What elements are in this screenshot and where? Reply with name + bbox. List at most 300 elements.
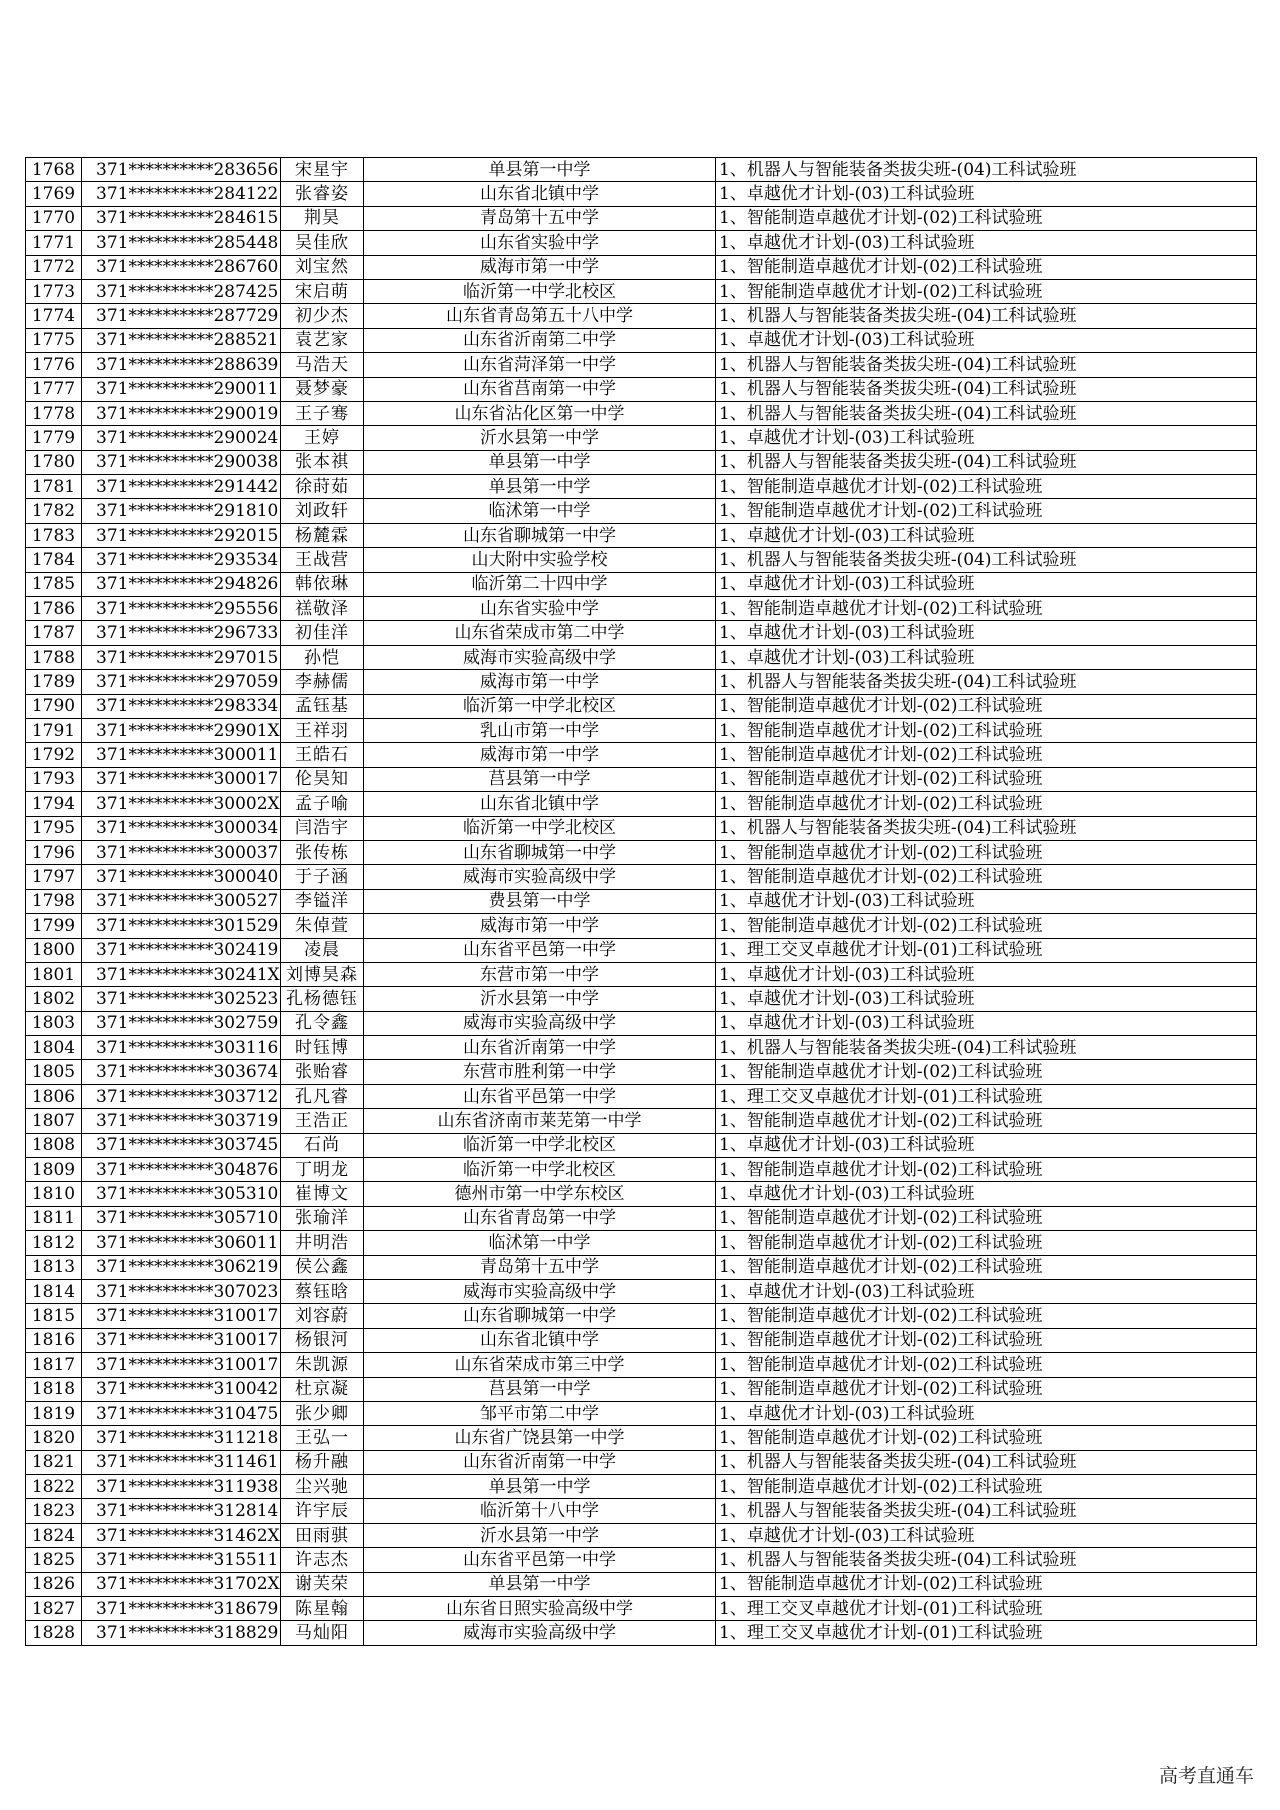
- id-number-cell: 371**********302523: [82, 987, 281, 1011]
- school-name-cell: 单县第一中学: [364, 158, 716, 182]
- table-row: [26, 1109, 1257, 1133]
- student-name-cell: 刘政轩: [281, 499, 364, 523]
- school-name-cell: 山东省济南市莱芜第一中学: [364, 1109, 716, 1133]
- table-row: [26, 572, 1257, 596]
- program-name-cell: 1、卓越优才计划-(03)工科试验班: [716, 1523, 1257, 1547]
- id-number-cell: 371**********303719: [82, 1109, 281, 1133]
- row-number-cell: 1776: [26, 353, 82, 377]
- student-name-cell: 张传栋: [281, 840, 364, 864]
- school-name-cell: 东营市第一中学: [364, 962, 716, 986]
- table-row: [26, 1401, 1257, 1425]
- id-number-cell: 371**********304876: [82, 1158, 281, 1182]
- row-number-cell: 1816: [26, 1328, 82, 1352]
- student-name-cell: 吴佳欣: [281, 231, 364, 255]
- id-number-cell: 371**********311218: [82, 1426, 281, 1450]
- row-number-cell: 1802: [26, 987, 82, 1011]
- student-name-cell: 刘宝然: [281, 255, 364, 279]
- program-name-cell: 1、卓越优才计划-(03)工科试验班: [716, 1279, 1257, 1303]
- row-number-cell: 1772: [26, 255, 82, 279]
- table-row: [26, 1133, 1257, 1157]
- school-name-cell: 山东省平邑第一中学: [364, 1084, 716, 1108]
- id-number-cell: 371**********290011: [82, 377, 281, 401]
- student-name-cell: 聂梦豪: [281, 377, 364, 401]
- table-row: [26, 1255, 1257, 1279]
- table-row: [26, 1158, 1257, 1182]
- student-name-cell: 王皓石: [281, 743, 364, 767]
- school-name-cell: 德州市第一中学东校区: [364, 1182, 716, 1206]
- table-row: [26, 1572, 1257, 1596]
- row-number-cell: 1782: [26, 499, 82, 523]
- school-name-cell: 山东省北镇中学: [364, 182, 716, 206]
- row-number-cell: 1787: [26, 621, 82, 645]
- table-row: [26, 1036, 1257, 1060]
- program-name-cell: 1、智能制造卓越优才计划-(02)工科试验班: [716, 1572, 1257, 1596]
- row-number-cell: 1814: [26, 1279, 82, 1303]
- school-name-cell: 单县第一中学: [364, 1572, 716, 1596]
- school-name-cell: 东营市胜利第一中学: [364, 1060, 716, 1084]
- program-name-cell: 1、智能制造卓越优才计划-(02)工科试验班: [716, 255, 1257, 279]
- school-name-cell: 单县第一中学: [364, 475, 716, 499]
- table-row: [26, 987, 1257, 1011]
- student-name-cell: 凌晨: [281, 938, 364, 962]
- student-name-cell: 于子涵: [281, 865, 364, 889]
- id-number-cell: 371**********292015: [82, 523, 281, 547]
- school-name-cell: 威海市实验高级中学: [364, 865, 716, 889]
- school-name-cell: 莒县第一中学: [364, 1377, 716, 1401]
- school-name-cell: 临沂第一中学北校区: [364, 816, 716, 840]
- school-name-cell: 山东省菏泽第一中学: [364, 353, 716, 377]
- student-name-cell: 张本祺: [281, 450, 364, 474]
- program-name-cell: 1、卓越优才计划-(03)工科试验班: [716, 889, 1257, 913]
- school-name-cell: 威海市实验高级中学: [364, 1279, 716, 1303]
- school-name-cell: 山东省北镇中学: [364, 792, 716, 816]
- table-row: [26, 694, 1257, 718]
- program-name-cell: 1、卓越优才计划-(03)工科试验班: [716, 572, 1257, 596]
- student-name-cell: 孙恺: [281, 645, 364, 669]
- row-number-cell: 1792: [26, 743, 82, 767]
- id-number-cell: 371**********296733: [82, 621, 281, 645]
- row-number-cell: 1804: [26, 1036, 82, 1060]
- row-number-cell: 1828: [26, 1621, 82, 1645]
- student-name-cell: 韩依琳: [281, 572, 364, 596]
- table-row: [26, 670, 1257, 694]
- school-name-cell: 山东省沂南第一中学: [364, 1450, 716, 1474]
- id-number-cell: 371**********291810: [82, 499, 281, 523]
- row-number-cell: 1786: [26, 597, 82, 621]
- school-name-cell: 临沂第一中学北校区: [364, 1158, 716, 1182]
- student-name-cell: 孟钰基: [281, 694, 364, 718]
- student-name-cell: 禚敬泽: [281, 597, 364, 621]
- table-row: [26, 1353, 1257, 1377]
- table-row: [26, 816, 1257, 840]
- school-name-cell: 青岛第十五中学: [364, 1255, 716, 1279]
- program-name-cell: 1、机器人与智能装备类拔尖班-(04)工科试验班: [716, 1450, 1257, 1474]
- student-name-cell: 杜京凝: [281, 1377, 364, 1401]
- student-name-cell: 马浩天: [281, 353, 364, 377]
- student-name-cell: 伦昊知: [281, 767, 364, 791]
- student-name-cell: 张贻睿: [281, 1060, 364, 1084]
- row-number-cell: 1799: [26, 914, 82, 938]
- table-row: [26, 475, 1257, 499]
- row-number-cell: 1820: [26, 1426, 82, 1450]
- school-name-cell: 山东省莒南第一中学: [364, 377, 716, 401]
- program-name-cell: 1、智能制造卓越优才计划-(02)工科试验班: [716, 743, 1257, 767]
- student-name-cell: 蔡钰晗: [281, 1279, 364, 1303]
- program-name-cell: 1、卓越优才计划-(03)工科试验班: [716, 621, 1257, 645]
- admission-table-body: [26, 158, 1257, 1646]
- row-number-cell: 1801: [26, 962, 82, 986]
- table-row: [26, 450, 1257, 474]
- program-name-cell: 1、智能制造卓越优才计划-(02)工科试验班: [716, 1158, 1257, 1182]
- table-row: [26, 914, 1257, 938]
- id-number-cell: 371**********284122: [82, 182, 281, 206]
- school-name-cell: 威海市第一中学: [364, 914, 716, 938]
- table-row: [26, 767, 1257, 791]
- school-name-cell: 威海市实验高级中学: [364, 1621, 716, 1645]
- school-name-cell: 沂水县第一中学: [364, 426, 716, 450]
- table-row: [26, 621, 1257, 645]
- row-number-cell: 1807: [26, 1109, 82, 1133]
- program-name-cell: 1、智能制造卓越优才计划-(02)工科试验班: [716, 694, 1257, 718]
- student-name-cell: 陈星翰: [281, 1597, 364, 1621]
- row-number-cell: 1800: [26, 938, 82, 962]
- table-row: [26, 377, 1257, 401]
- table-row: [26, 597, 1257, 621]
- id-number-cell: 371**********310017: [82, 1353, 281, 1377]
- student-name-cell: 王祥羽: [281, 718, 364, 742]
- id-number-cell: 371**********288639: [82, 353, 281, 377]
- id-number-cell: 371**********306219: [82, 1255, 281, 1279]
- program-name-cell: 1、智能制造卓越优才计划-(02)工科试验班: [716, 1353, 1257, 1377]
- program-name-cell: 1、卓越优才计划-(03)工科试验班: [716, 1011, 1257, 1035]
- table-row: [26, 718, 1257, 742]
- table-row: [26, 792, 1257, 816]
- student-name-cell: 李镒洋: [281, 889, 364, 913]
- school-name-cell: 临沭第一中学: [364, 1231, 716, 1255]
- program-name-cell: 1、智能制造卓越优才计划-(02)工科试验班: [716, 279, 1257, 303]
- school-name-cell: 山东省青岛第五十八中学: [364, 304, 716, 328]
- row-number-cell: 1803: [26, 1011, 82, 1035]
- school-name-cell: 山东省聊城第一中学: [364, 1304, 716, 1328]
- student-name-cell: 王婷: [281, 426, 364, 450]
- row-number-cell: 1818: [26, 1377, 82, 1401]
- school-name-cell: 山东省实验中学: [364, 231, 716, 255]
- table-row: [26, 548, 1257, 572]
- program-name-cell: 1、机器人与智能装备类拔尖班-(04)工科试验班: [716, 377, 1257, 401]
- id-number-cell: 371**********297015: [82, 645, 281, 669]
- id-number-cell: 371**********284615: [82, 206, 281, 230]
- row-number-cell: 1777: [26, 377, 82, 401]
- program-name-cell: 1、卓越优才计划-(03)工科试验班: [716, 182, 1257, 206]
- row-number-cell: 1805: [26, 1060, 82, 1084]
- id-number-cell: 371**********310017: [82, 1328, 281, 1352]
- program-name-cell: 1、机器人与智能装备类拔尖班-(04)工科试验班: [716, 548, 1257, 572]
- school-name-cell: 威海市第一中学: [364, 255, 716, 279]
- program-name-cell: 1、智能制造卓越优才计划-(02)工科试验班: [716, 475, 1257, 499]
- student-name-cell: 侯公鑫: [281, 1255, 364, 1279]
- id-number-cell: 371**********303712: [82, 1084, 281, 1108]
- row-number-cell: 1781: [26, 475, 82, 499]
- student-name-cell: 杨麓霖: [281, 523, 364, 547]
- id-number-cell: 371**********305310: [82, 1182, 281, 1206]
- student-name-cell: 张少卿: [281, 1401, 364, 1425]
- student-name-cell: 徐莳茹: [281, 475, 364, 499]
- program-name-cell: 1、机器人与智能装备类拔尖班-(04)工科试验班: [716, 670, 1257, 694]
- school-name-cell: 威海市实验高级中学: [364, 645, 716, 669]
- program-name-cell: 1、卓越优才计划-(03)工科试验班: [716, 987, 1257, 1011]
- student-name-cell: 李赫儒: [281, 670, 364, 694]
- school-name-cell: 青岛第十五中学: [364, 206, 716, 230]
- table-row: [26, 1450, 1257, 1474]
- school-name-cell: 山东省沾化区第一中学: [364, 401, 716, 425]
- row-number-cell: 1773: [26, 279, 82, 303]
- table-row: [26, 1231, 1257, 1255]
- school-name-cell: 临沭第一中学: [364, 499, 716, 523]
- row-number-cell: 1785: [26, 572, 82, 596]
- table-row: [26, 158, 1257, 182]
- table-row: [26, 206, 1257, 230]
- row-number-cell: 1824: [26, 1523, 82, 1547]
- program-name-cell: 1、卓越优才计划-(03)工科试验班: [716, 426, 1257, 450]
- row-number-cell: 1784: [26, 548, 82, 572]
- table-row: [26, 1328, 1257, 1352]
- student-name-cell: 尘兴驰: [281, 1475, 364, 1499]
- school-name-cell: 临沂第一中学北校区: [364, 279, 716, 303]
- row-number-cell: 1821: [26, 1450, 82, 1474]
- student-name-cell: 孔凡睿: [281, 1084, 364, 1108]
- id-number-cell: 371**********310042: [82, 1377, 281, 1401]
- id-number-cell: 371**********288521: [82, 328, 281, 352]
- table-row: [26, 182, 1257, 206]
- student-name-cell: 朱倬萱: [281, 914, 364, 938]
- id-number-cell: 371**********31462X: [82, 1523, 281, 1547]
- table-row: [26, 304, 1257, 328]
- table-row: [26, 1206, 1257, 1230]
- table-row: [26, 1084, 1257, 1108]
- program-name-cell: 1、机器人与智能装备类拔尖班-(04)工科试验班: [716, 353, 1257, 377]
- row-number-cell: 1825: [26, 1548, 82, 1572]
- admission-table: [25, 157, 1257, 1646]
- row-number-cell: 1780: [26, 450, 82, 474]
- program-name-cell: 1、机器人与智能装备类拔尖班-(04)工科试验班: [716, 1548, 1257, 1572]
- student-name-cell: 马灿阳: [281, 1621, 364, 1645]
- row-number-cell: 1826: [26, 1572, 82, 1596]
- program-name-cell: 1、智能制造卓越优才计划-(02)工科试验班: [716, 792, 1257, 816]
- id-number-cell: 371**********300011: [82, 743, 281, 767]
- student-name-cell: 孔令鑫: [281, 1011, 364, 1035]
- id-number-cell: 371**********303116: [82, 1036, 281, 1060]
- table-row: [26, 938, 1257, 962]
- student-name-cell: 时钰博: [281, 1036, 364, 1060]
- program-name-cell: 1、智能制造卓越优才计划-(02)工科试验班: [716, 1328, 1257, 1352]
- program-name-cell: 1、卓越优才计划-(03)工科试验班: [716, 1182, 1257, 1206]
- id-number-cell: 371**********290024: [82, 426, 281, 450]
- student-name-cell: 朱凯源: [281, 1353, 364, 1377]
- program-name-cell: 1、卓越优才计划-(03)工科试验班: [716, 1133, 1257, 1157]
- program-name-cell: 1、理工交叉卓越优才计划-(01)工科试验班: [716, 1621, 1257, 1645]
- id-number-cell: 371**********297059: [82, 670, 281, 694]
- id-number-cell: 371**********300017: [82, 767, 281, 791]
- id-number-cell: 371**********294826: [82, 572, 281, 596]
- school-name-cell: 山东省实验中学: [364, 597, 716, 621]
- program-name-cell: 1、智能制造卓越优才计划-(02)工科试验班: [716, 1060, 1257, 1084]
- program-name-cell: 1、机器人与智能装备类拔尖班-(04)工科试验班: [716, 158, 1257, 182]
- student-name-cell: 荆昊: [281, 206, 364, 230]
- id-number-cell: 371**********300527: [82, 889, 281, 913]
- table-row: [26, 1621, 1257, 1645]
- school-name-cell: 山东省北镇中学: [364, 1328, 716, 1352]
- school-name-cell: 山东省青岛第一中学: [364, 1206, 716, 1230]
- school-name-cell: 沂水县第一中学: [364, 1523, 716, 1547]
- student-name-cell: 宋启萌: [281, 279, 364, 303]
- row-number-cell: 1809: [26, 1158, 82, 1182]
- student-name-cell: 许志杰: [281, 1548, 364, 1572]
- program-name-cell: 1、智能制造卓越优才计划-(02)工科试验班: [716, 1255, 1257, 1279]
- student-name-cell: 刘容蔚: [281, 1304, 364, 1328]
- program-name-cell: 1、智能制造卓越优才计划-(02)工科试验班: [716, 597, 1257, 621]
- row-number-cell: 1794: [26, 792, 82, 816]
- student-name-cell: 石尚: [281, 1133, 364, 1157]
- row-number-cell: 1768: [26, 158, 82, 182]
- program-name-cell: 1、智能制造卓越优才计划-(02)工科试验班: [716, 1304, 1257, 1328]
- school-name-cell: 临沂第一中学北校区: [364, 1133, 716, 1157]
- row-number-cell: 1795: [26, 816, 82, 840]
- id-number-cell: 371**********307023: [82, 1279, 281, 1303]
- student-name-cell: 孟子喻: [281, 792, 364, 816]
- table-row: [26, 1377, 1257, 1401]
- id-number-cell: 371**********303745: [82, 1133, 281, 1157]
- school-name-cell: 沂水县第一中学: [364, 987, 716, 1011]
- program-name-cell: 1、智能制造卓越优才计划-(02)工科试验班: [716, 1206, 1257, 1230]
- student-name-cell: 孔杨德钰: [281, 987, 364, 1011]
- id-number-cell: 371**********283656: [82, 158, 281, 182]
- program-name-cell: 1、智能制造卓越优才计划-(02)工科试验班: [716, 767, 1257, 791]
- school-name-cell: 临沂第一中学北校区: [364, 694, 716, 718]
- program-name-cell: 1、智能制造卓越优才计划-(02)工科试验班: [716, 1475, 1257, 1499]
- program-name-cell: 1、机器人与智能装备类拔尖班-(04)工科试验班: [716, 1036, 1257, 1060]
- row-number-cell: 1810: [26, 1182, 82, 1206]
- program-name-cell: 1、智能制造卓越优才计划-(02)工科试验班: [716, 499, 1257, 523]
- program-name-cell: 1、机器人与智能装备类拔尖班-(04)工科试验班: [716, 816, 1257, 840]
- row-number-cell: 1797: [26, 865, 82, 889]
- school-name-cell: 山东省荣成市第二中学: [364, 621, 716, 645]
- id-number-cell: 371**********291442: [82, 475, 281, 499]
- id-number-cell: 371**********300034: [82, 816, 281, 840]
- table-row: [26, 1597, 1257, 1621]
- id-number-cell: 371**********310475: [82, 1401, 281, 1425]
- id-number-cell: 371**********315511: [82, 1548, 281, 1572]
- student-name-cell: 崔博文: [281, 1182, 364, 1206]
- table-row: [26, 1475, 1257, 1499]
- row-number-cell: 1788: [26, 645, 82, 669]
- row-number-cell: 1783: [26, 523, 82, 547]
- table-row: [26, 962, 1257, 986]
- row-number-cell: 1771: [26, 231, 82, 255]
- student-name-cell: 张瑜洋: [281, 1206, 364, 1230]
- table-row: [26, 328, 1257, 352]
- row-number-cell: 1819: [26, 1401, 82, 1425]
- row-number-cell: 1796: [26, 840, 82, 864]
- table-row: [26, 1011, 1257, 1035]
- id-number-cell: 371**********287425: [82, 279, 281, 303]
- table-row: [26, 743, 1257, 767]
- row-number-cell: 1806: [26, 1084, 82, 1108]
- student-name-cell: 宋星宇: [281, 158, 364, 182]
- id-number-cell: 371**********293534: [82, 548, 281, 572]
- row-number-cell: 1823: [26, 1499, 82, 1523]
- school-name-cell: 山东省平邑第一中学: [364, 1548, 716, 1572]
- program-name-cell: 1、机器人与智能装备类拔尖班-(04)工科试验班: [716, 1499, 1257, 1523]
- table-row: [26, 1304, 1257, 1328]
- row-number-cell: 1808: [26, 1133, 82, 1157]
- program-name-cell: 1、卓越优才计划-(03)工科试验班: [716, 645, 1257, 669]
- school-name-cell: 山东省聊城第一中学: [364, 840, 716, 864]
- table-row: [26, 1499, 1257, 1523]
- program-name-cell: 1、理工交叉卓越优才计划-(01)工科试验班: [716, 938, 1257, 962]
- row-number-cell: 1775: [26, 328, 82, 352]
- id-number-cell: 371**********290038: [82, 450, 281, 474]
- student-name-cell: 王弘一: [281, 1426, 364, 1450]
- program-name-cell: 1、理工交叉卓越优才计划-(01)工科试验班: [716, 1597, 1257, 1621]
- program-name-cell: 1、机器人与智能装备类拔尖班-(04)工科试验班: [716, 304, 1257, 328]
- student-name-cell: 袁艺家: [281, 328, 364, 352]
- id-number-cell: 371**********287729: [82, 304, 281, 328]
- row-number-cell: 1815: [26, 1304, 82, 1328]
- program-name-cell: 1、智能制造卓越优才计划-(02)工科试验班: [716, 1377, 1257, 1401]
- program-name-cell: 1、机器人与智能装备类拔尖班-(04)工科试验班: [716, 450, 1257, 474]
- program-name-cell: 1、理工交叉卓越优才计划-(01)工科试验班: [716, 1084, 1257, 1108]
- student-name-cell: 王子骞: [281, 401, 364, 425]
- table-row: [26, 865, 1257, 889]
- id-number-cell: 371**********306011: [82, 1231, 281, 1255]
- student-name-cell: 王战营: [281, 548, 364, 572]
- table-row: [26, 889, 1257, 913]
- id-number-cell: 371**********295556: [82, 597, 281, 621]
- student-name-cell: 刘博昊森: [281, 962, 364, 986]
- table-row: [26, 279, 1257, 303]
- row-number-cell: 1774: [26, 304, 82, 328]
- table-row: [26, 1426, 1257, 1450]
- program-name-cell: 1、卓越优才计划-(03)工科试验班: [716, 523, 1257, 547]
- row-number-cell: 1813: [26, 1255, 82, 1279]
- program-name-cell: 1、智能制造卓越优才计划-(02)工科试验班: [716, 865, 1257, 889]
- program-name-cell: 1、卓越优才计划-(03)工科试验班: [716, 962, 1257, 986]
- program-name-cell: 1、智能制造卓越优才计划-(02)工科试验班: [716, 1426, 1257, 1450]
- school-name-cell: 威海市第一中学: [364, 670, 716, 694]
- school-name-cell: 临沂第二十四中学: [364, 572, 716, 596]
- program-name-cell: 1、卓越优才计划-(03)工科试验班: [716, 1401, 1257, 1425]
- table-row: [26, 1279, 1257, 1303]
- student-name-cell: 张睿姿: [281, 182, 364, 206]
- id-number-cell: 371**********300040: [82, 865, 281, 889]
- program-name-cell: 1、智能制造卓越优才计划-(02)工科试验班: [716, 718, 1257, 742]
- school-name-cell: 山东省聊城第一中学: [364, 523, 716, 547]
- school-name-cell: 费县第一中学: [364, 889, 716, 913]
- id-number-cell: 371**********301529: [82, 914, 281, 938]
- row-number-cell: 1789: [26, 670, 82, 694]
- row-number-cell: 1811: [26, 1206, 82, 1230]
- student-name-cell: 初少杰: [281, 304, 364, 328]
- school-name-cell: 威海市实验高级中学: [364, 1011, 716, 1035]
- id-number-cell: 371**********30241X: [82, 962, 281, 986]
- table-row: [26, 231, 1257, 255]
- id-number-cell: 371**********312814: [82, 1499, 281, 1523]
- school-name-cell: 山大附中实验学校: [364, 548, 716, 572]
- table-row: [26, 645, 1257, 669]
- student-name-cell: 闫浩宇: [281, 816, 364, 840]
- row-number-cell: 1817: [26, 1353, 82, 1377]
- id-number-cell: 371**********318829: [82, 1621, 281, 1645]
